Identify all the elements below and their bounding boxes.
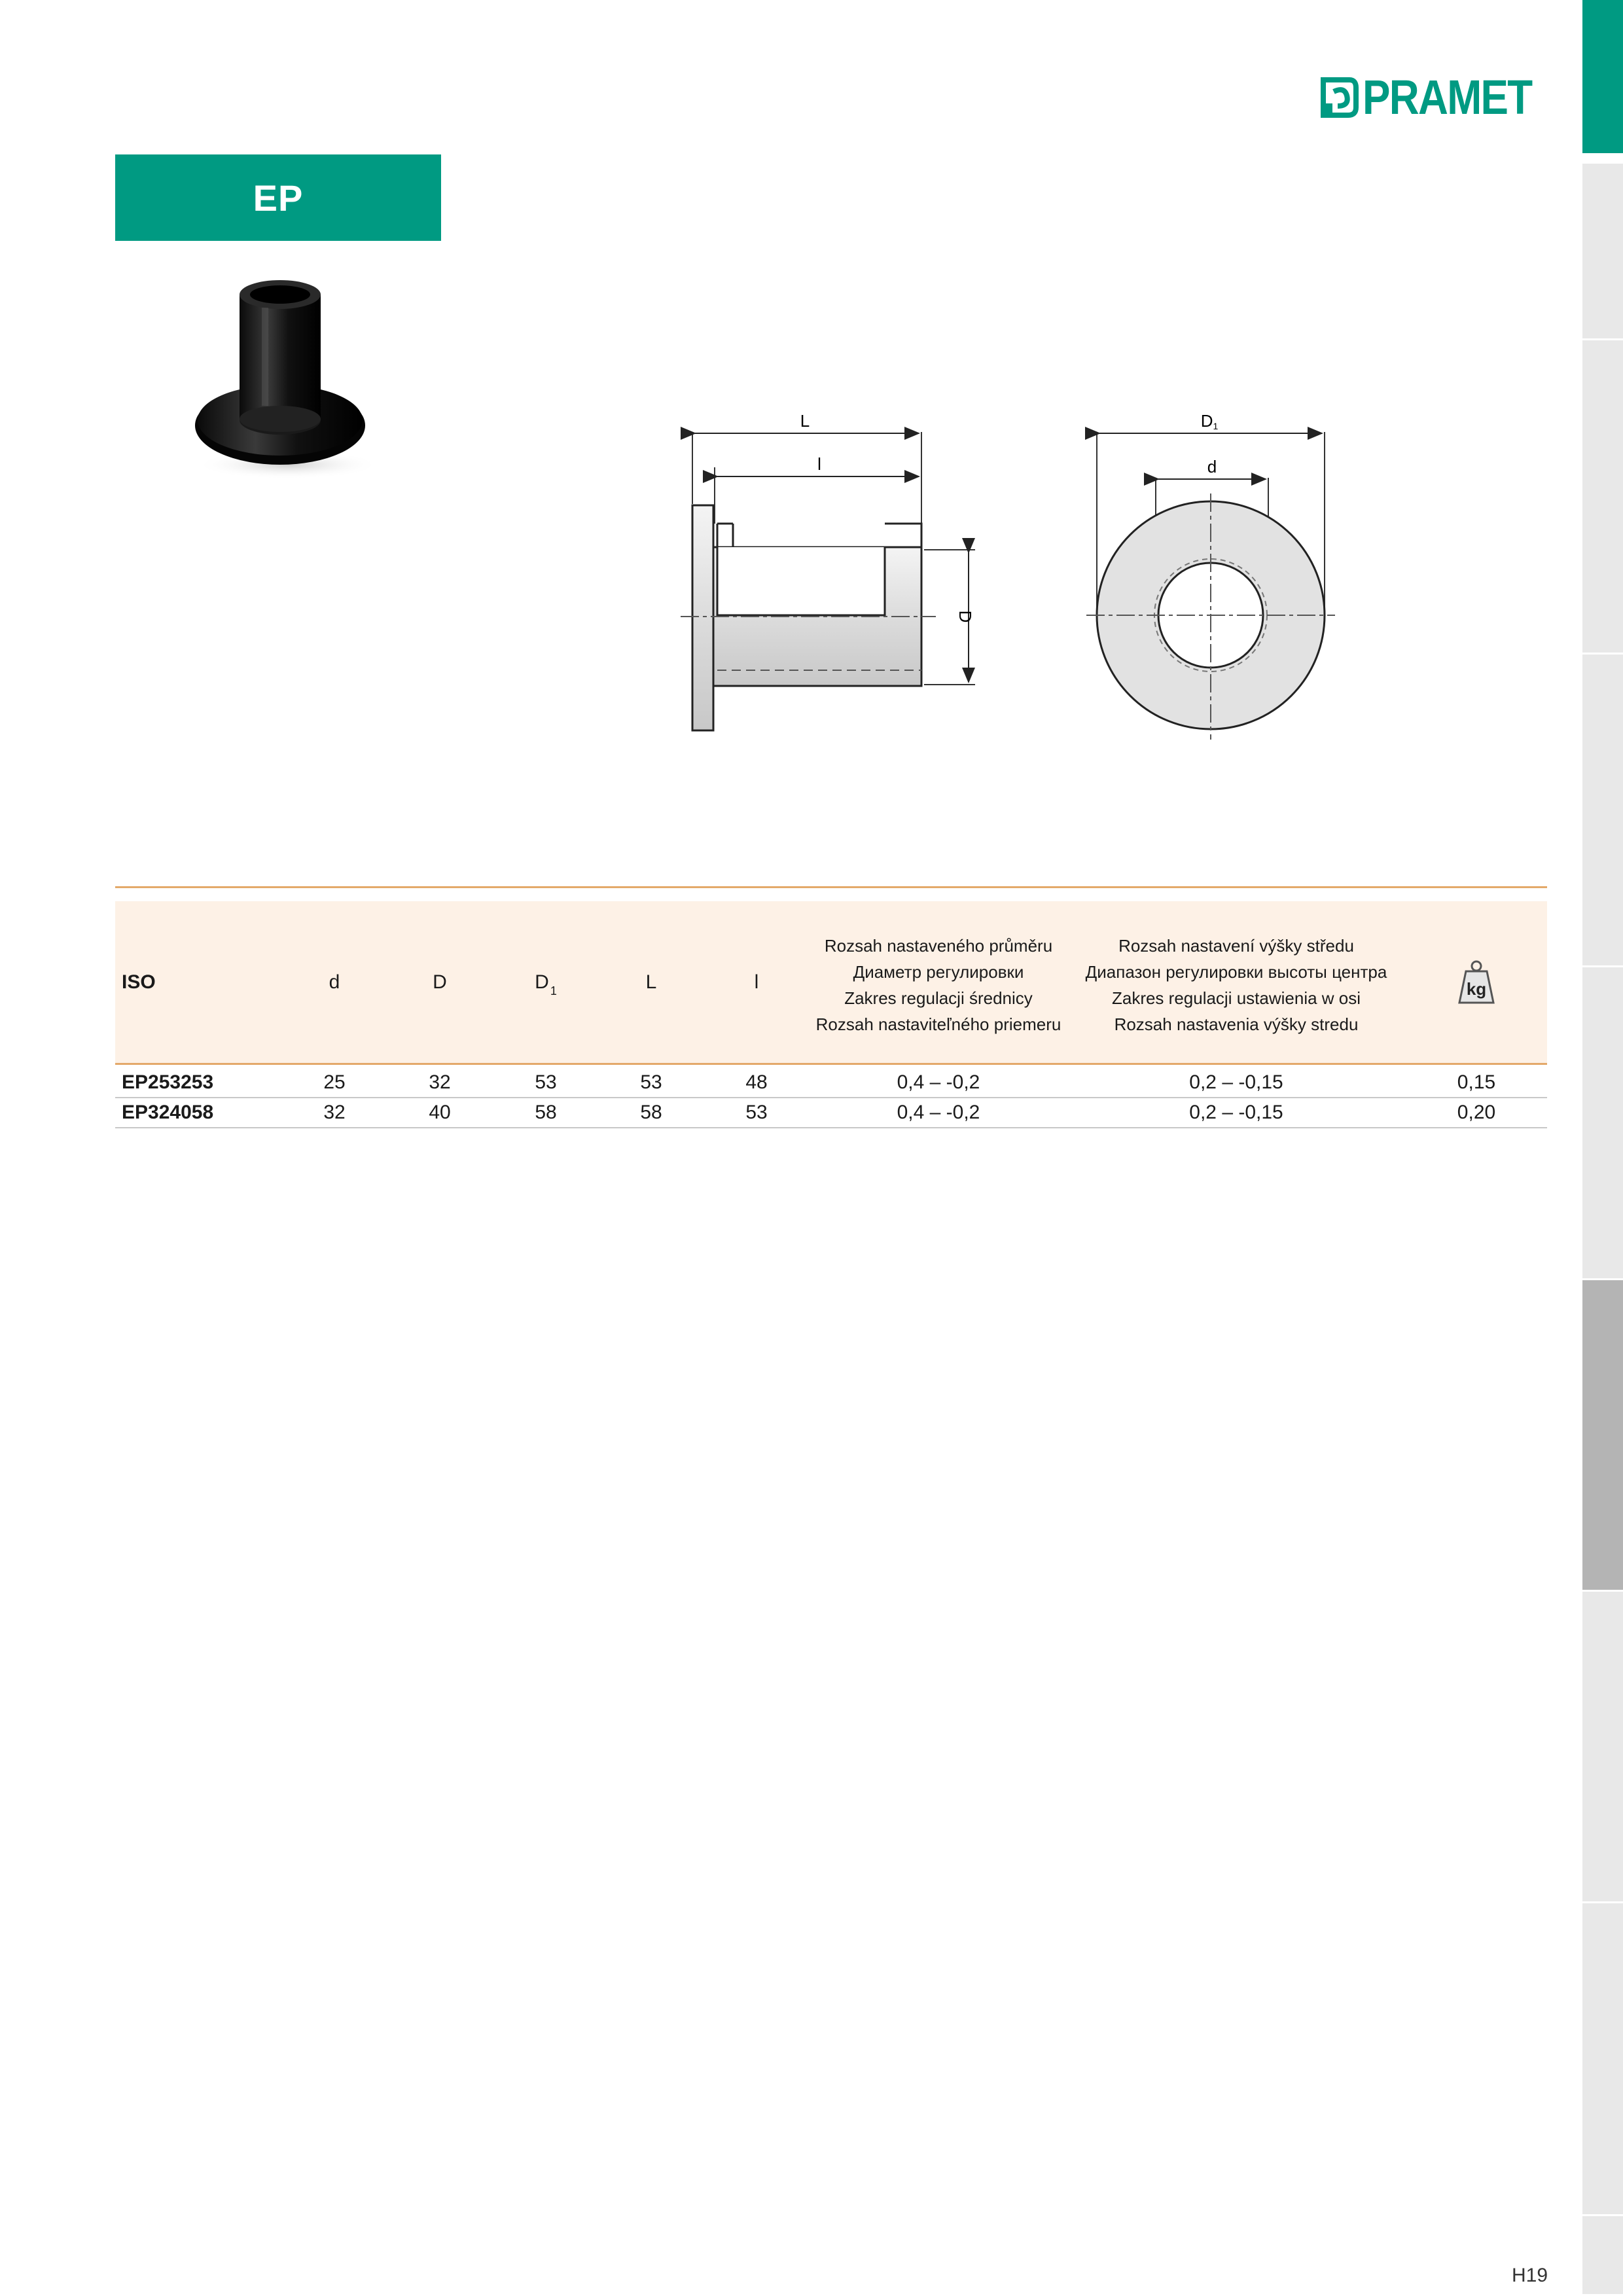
side-tab[interactable]	[1582, 1903, 1623, 2216]
dim-label-D1: D1	[1200, 411, 1219, 431]
row-divider	[115, 1097, 1547, 1098]
brand-name: PRAMET	[1363, 70, 1532, 124]
cell-d: 25	[323, 1071, 346, 1093]
front-view	[1086, 411, 1335, 740]
cell-iso: EP324058	[122, 1102, 214, 1123]
header-L: L	[645, 971, 657, 993]
header-D: D	[433, 971, 447, 993]
pramet-logo	[1321, 70, 1559, 124]
header-range-height: Rozsah nastavení výšky středu Диапазон регулировки высоты центра Zakres regulacji ustawienia w osi Rozsah nastavenia výšky stredu	[1085, 936, 1387, 1034]
pramet-logo-icon	[1321, 77, 1359, 118]
table-header-border	[115, 1063, 1547, 1065]
cell-l: 53	[745, 1102, 768, 1123]
side-tab[interactable]	[1582, 1592, 1623, 1903]
side-tab[interactable]	[1582, 2216, 1623, 2296]
dim-label-l: l	[817, 454, 821, 474]
page-number: H19	[1512, 2265, 1548, 2286]
ep-adapter-sleeve-photo	[190, 268, 380, 484]
header-range-diameter: Rozsah nastaveného průměru Диаметр регулировки Zakres regulacji średnicy Rozsah nastaviteľného priemeru	[815, 936, 1061, 1034]
row-divider	[115, 1127, 1547, 1128]
header-l: l	[754, 971, 759, 993]
dim-label-L: L	[800, 411, 810, 431]
dim-label-d: d	[1207, 457, 1217, 476]
dim-label-D: D	[955, 610, 975, 623]
cell-weight: 0,15	[1457, 1071, 1496, 1093]
cell-weight: 0,20	[1457, 1102, 1496, 1123]
cell-L: 53	[640, 1071, 662, 1093]
cell-l: 48	[745, 1071, 768, 1093]
table-top-border	[115, 886, 1547, 888]
header-D1: D $_1$	[535, 971, 557, 997]
cell-d: 32	[323, 1102, 346, 1123]
cell-iso: EP253253	[122, 1071, 214, 1093]
side-tab[interactable]	[1582, 340, 1623, 655]
cell-D1: 53	[535, 1071, 557, 1093]
side-tab[interactable]	[1582, 655, 1623, 967]
cell-D: 32	[429, 1071, 451, 1093]
header-iso: ISO	[122, 971, 156, 993]
header-d: d	[329, 971, 340, 993]
cell-L: 58	[640, 1102, 662, 1123]
cell-D: 40	[429, 1102, 451, 1123]
product-title: EP	[115, 154, 441, 241]
ep-technical-drawing	[668, 399, 1348, 753]
side-tab-active[interactable]	[1582, 0, 1623, 153]
cell-D1: 58	[535, 1102, 557, 1123]
cell-range-diameter: 0,4 – -0,2	[897, 1071, 980, 1093]
side-tab[interactable]	[1582, 967, 1623, 1280]
kg-label: kg	[1466, 979, 1487, 999]
side-view	[681, 411, 975, 730]
side-tab-current[interactable]	[1582, 1280, 1623, 1592]
cell-range-height: 0,2 – -0,15	[1189, 1102, 1283, 1123]
cell-range-diameter: 0,4 – -0,2	[897, 1102, 980, 1123]
side-tab[interactable]	[1582, 164, 1623, 340]
cell-range-height: 0,2 – -0,15	[1189, 1071, 1283, 1093]
kg-weight-icon	[1457, 960, 1496, 1005]
